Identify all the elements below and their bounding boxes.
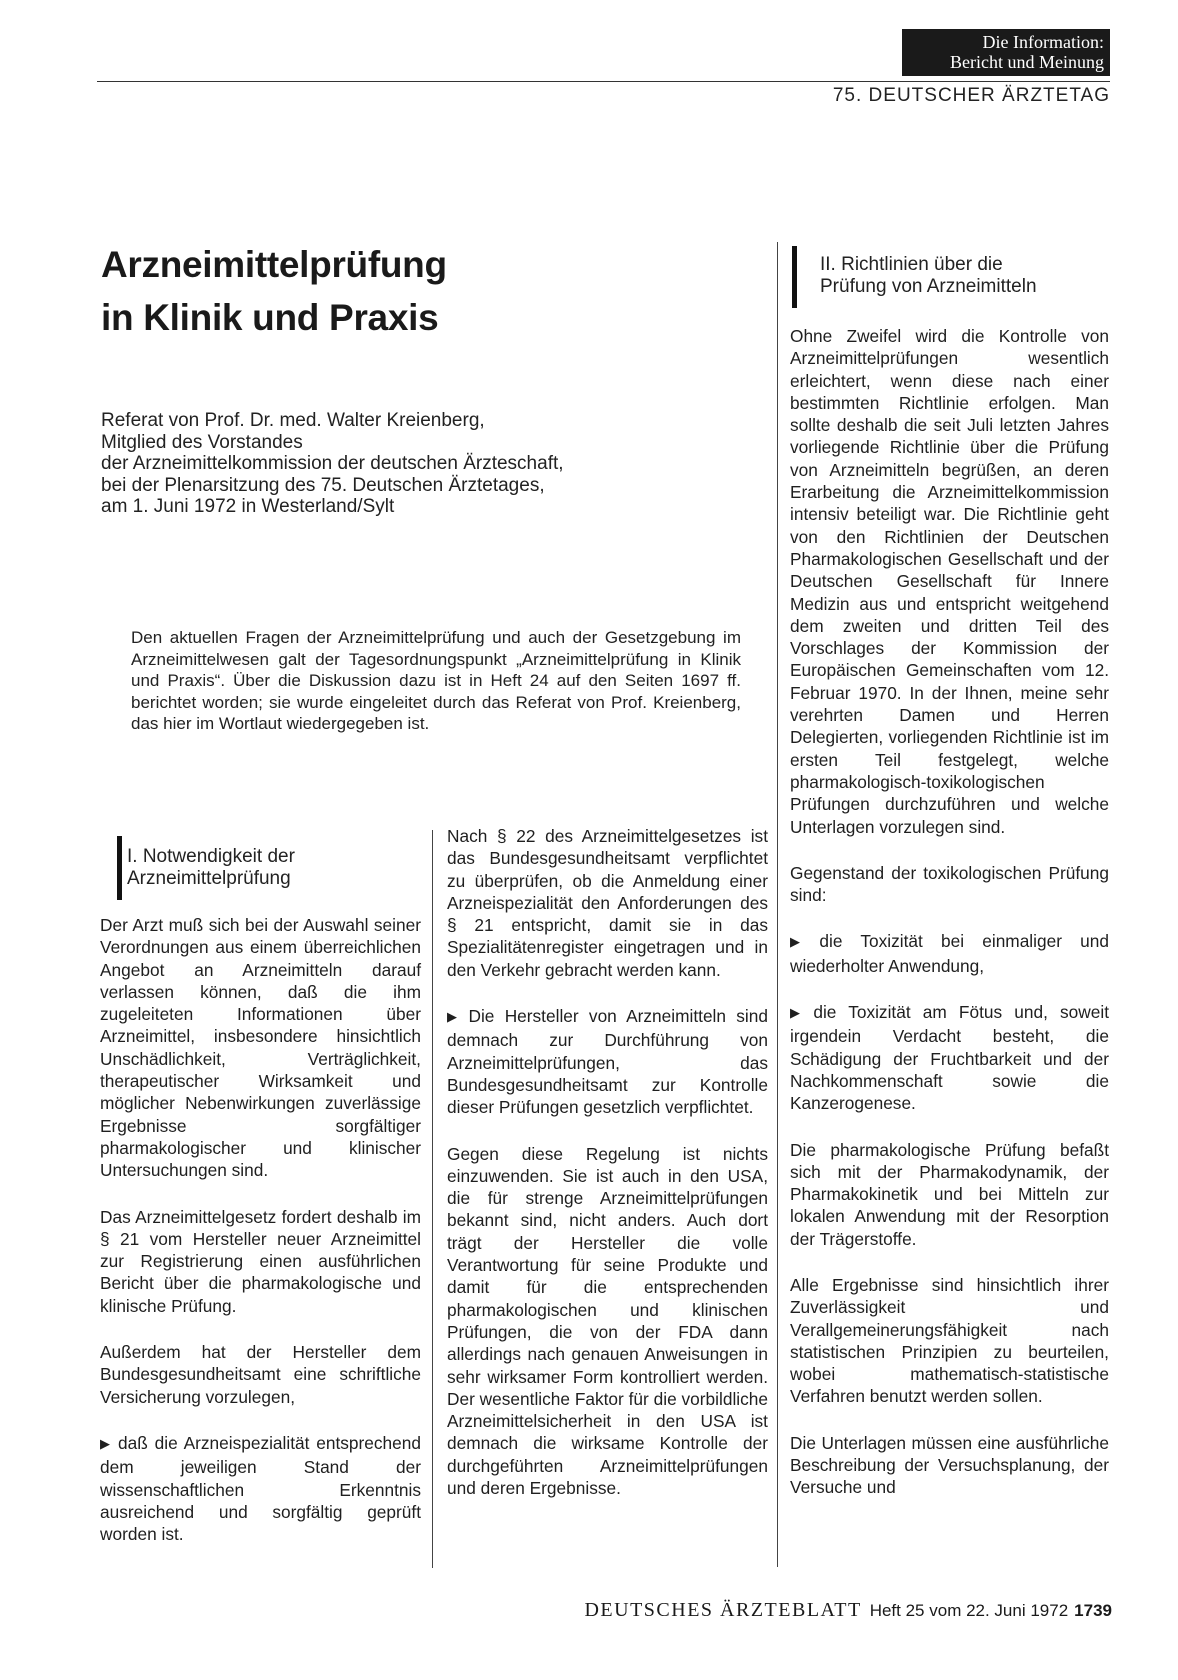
bullet-text: die Toxizität am Fötus und, soweit irgendein Verdacht besteht, die Schädigung der Fruchtbarkeit und der Nachkommenschaft sowie die Kanzerogenese. bbox=[790, 1002, 1109, 1114]
bullet-text: die Toxizität bei einmaliger und wiederholter Anwendung, bbox=[790, 931, 1110, 976]
page-number: 1739 bbox=[1074, 1601, 1112, 1620]
section-label: 75. DEUTSCHER ÄRZTETAG bbox=[832, 85, 1110, 106]
bullet-paragraph bbox=[790, 1001, 1109, 1114]
badge-line-2: Bericht und Meinung bbox=[950, 52, 1104, 72]
bullet-paragraph bbox=[100, 1432, 421, 1545]
column-3 bbox=[790, 325, 1109, 1523]
article-title bbox=[101, 238, 741, 344]
triangle-bullet-icon: ▶ bbox=[790, 934, 814, 950]
byline-line: der Arzneimittelkommission der deutschen Ärzteschaft, bbox=[101, 453, 564, 474]
intro-paragraph: Den aktuellen Fragen der Arzneimittelprüfung und auch der Gesetzgebung im Arzneimittelwesen galt der Tagesordnungspunkt „Arzneimittelprüfung in Klinik und Praxis“. Über die Diskussion dazu ist in Heft 24 auf den Seiten 1697 ff. berichtet worden; sie wurde eingeleitet durch das Referat von Prof. Kreienberg, das hier im Wortlaut wiedergegeben ist. bbox=[131, 628, 741, 733]
paragraph: Die Unterlagen müssen eine ausführliche Beschreibung der Versuchsplanung, der Versuche und bbox=[790, 1432, 1109, 1498]
byline-line: Referat von Prof. Dr. med. Walter Kreienberg, bbox=[101, 410, 485, 431]
triangle-bullet-icon: ▶ bbox=[790, 1005, 808, 1021]
bullet-paragraph bbox=[447, 1005, 768, 1118]
triangle-bullet-icon: ▶ bbox=[100, 1435, 113, 1451]
paragraph: Der Arzt muß sich bei der Auswahl seiner Verordnungen aus einem überreichlichen Angebot an Arzneimitteln darauf verlassen können, daß die ihm zugeleiteten Informationen über Arzneimittel, insbesondere hinsichtlich Unschädlichkeit, Verträglichkeit, therapeutischer Wirksamkeit und möglicher Nebenwirkungen zuverlässige Ergebnisse sorgfältiger pharmakologischer und klinischer Untersuchungen sind. bbox=[100, 915, 421, 1181]
paragraph: Die pharmakologische Prüfung befaßt sich mit der Pharmakodynamik, der Pharmakokinetik und bei Mitteln zur lokalen Anwendung mit der Resorption der Trägerstoffe. bbox=[790, 1139, 1109, 1249]
title-line-1: Arzneimittelprüfung bbox=[101, 244, 447, 285]
byline-line: Mitglied des Vorstandes bbox=[101, 431, 303, 453]
section-heading-line: II. Richtlinien über die bbox=[820, 254, 1003, 275]
column-divider bbox=[777, 242, 778, 1567]
section-heading-line: Prüfung von Arzneimitteln bbox=[820, 276, 1037, 297]
issue-info: Heft 25 vom 22. Juni 1972 bbox=[869, 1601, 1069, 1620]
paragraph: Alle Ergebnisse sind hinsichtlich ihrer Zuverlässigkeit und Verallgemeinerungsfähigkeit nach statistischen Prinzipien zu beurteilen, wobei mathematisch-statistische Verfahren benutzt werden sollen. bbox=[790, 1274, 1109, 1407]
paragraph: Gegen diese Regelung ist nichts einzuwenden. Sie ist auch in den USA, die für strenge Arzneimittelprüfungen bekannt sind, nicht anders. Auch dort trägt der Hersteller die volle Verantwortung für seine Produkte und damit für die entsprechenden pharmakologischen und klinischen Prüfungen, die von der FDA dann allerdings nach genauen Anweisungen in sehr wirksamer Form kontrolliert werden. Der wesentliche Faktor für die vorbildliche Arzneimittelsicherheit in den USA ist demnach die wirksame Kontrolle der durchgeführten Arzneimittelprüfungen und deren Ergebnisse. bbox=[447, 1143, 768, 1499]
section-heading-line: Arzneimittelprüfung bbox=[127, 868, 291, 889]
section-badge bbox=[902, 29, 1110, 76]
bullet-text: Die Hersteller von Arzneimitteln sind demnach zur Durchführung von Arzneimittelprüfungen, das Bundesgesundheitsamt zur Kontrolle dieser Prüfungen gesetzlich verpflichtet. bbox=[447, 1006, 768, 1118]
paragraph: Gegenstand der toxikologischen Prüfung sind: bbox=[790, 862, 1109, 906]
paragraph: Nach § 22 des Arzneimittelgesetzes ist das Bundesgesundheitsamt verpflichtet zu überprüfen, ob die Anmeldung einer Arzneispezialität den Anforderungen des § 21 entspricht, damit sie in das Spezialitätenregister eingetragen und in den Verkehr gebracht werden kann. bbox=[447, 826, 768, 980]
paragraph: Außerdem hat der Hersteller dem Bundesgesundheitsamt eine schriftliche Versicherung vorzulegen, bbox=[100, 1342, 421, 1407]
title-line-2: in Klinik und Praxis bbox=[101, 297, 439, 338]
section-marker-bar bbox=[792, 246, 797, 308]
byline-line: bei der Plenarsitzung des 75. Deutschen Ärztetages, bbox=[101, 474, 545, 496]
paragraph: Ohne Zweifel wird die Kontrolle von Arzneimittelprüfungen wesentlich erleichtert, wenn diese nach einer bestimmten Richtlinie erfolgen. Man sollte deshalb die seit Juli letzten Jahres vorliegende Richtlinie über die Prüfung von Arzneimitteln begrüßen, an deren Erarbeitung die Arzneimittelkommission intensiv beteiligt war. Die Richtlinie geht von den Richtlinien der Deutschen Pharmakologischen Gesellschaft und der Deutschen Gesellschaft für Innere Medizin aus und entspricht weitgehend dem zweiten und dritten Teil des Vorschlages der Kommission der Europäischen Gemeinschaften vom 12. Februar 1970. In der Ihnen, meine sehr verehrten Damen und Herren Delegierten, vorliegenden Richtlinie ist im ersten Teil festgelegt, welche pharmakologisch-toxikologischen Prüfungen durchzuführen und welche Unterlagen vorzulegen sind. bbox=[790, 326, 1109, 837]
badge-line-1: Die Information: bbox=[982, 32, 1104, 52]
header-rule bbox=[97, 81, 1110, 82]
byline-line: am 1. Juni 1972 in Westerland/Sylt bbox=[101, 496, 395, 517]
paragraph: Das Arzneimittelgesetz fordert deshalb im § 21 vom Hersteller neuer Arzneimittel zur Registrierung einen ausführlichen Bericht über die pharmakologische und klinische Prüfung. bbox=[100, 1206, 421, 1316]
bullet-text: daß die Arzneispezialität entsprechend dem jeweiligen Stand der wissenschaftlichen Erkenntnis ausreichend und sorgfältig geprüft worden ist. bbox=[100, 1432, 421, 1545]
section-heading-line: I. Notwendigkeit der bbox=[127, 846, 295, 867]
section-heading-2 bbox=[820, 254, 1037, 298]
column-2 bbox=[447, 825, 768, 1523]
section-heading-1 bbox=[127, 846, 295, 890]
triangle-bullet-icon: ▶ bbox=[447, 1009, 463, 1025]
byline bbox=[101, 410, 741, 518]
page-footer bbox=[584, 1599, 1112, 1622]
masthead: DEUTSCHES ÄRZTEBLATT bbox=[584, 1599, 862, 1621]
section-marker-bar bbox=[117, 836, 122, 900]
column-divider bbox=[432, 830, 433, 1568]
bullet-paragraph bbox=[790, 930, 1109, 977]
column-1 bbox=[100, 914, 421, 1569]
